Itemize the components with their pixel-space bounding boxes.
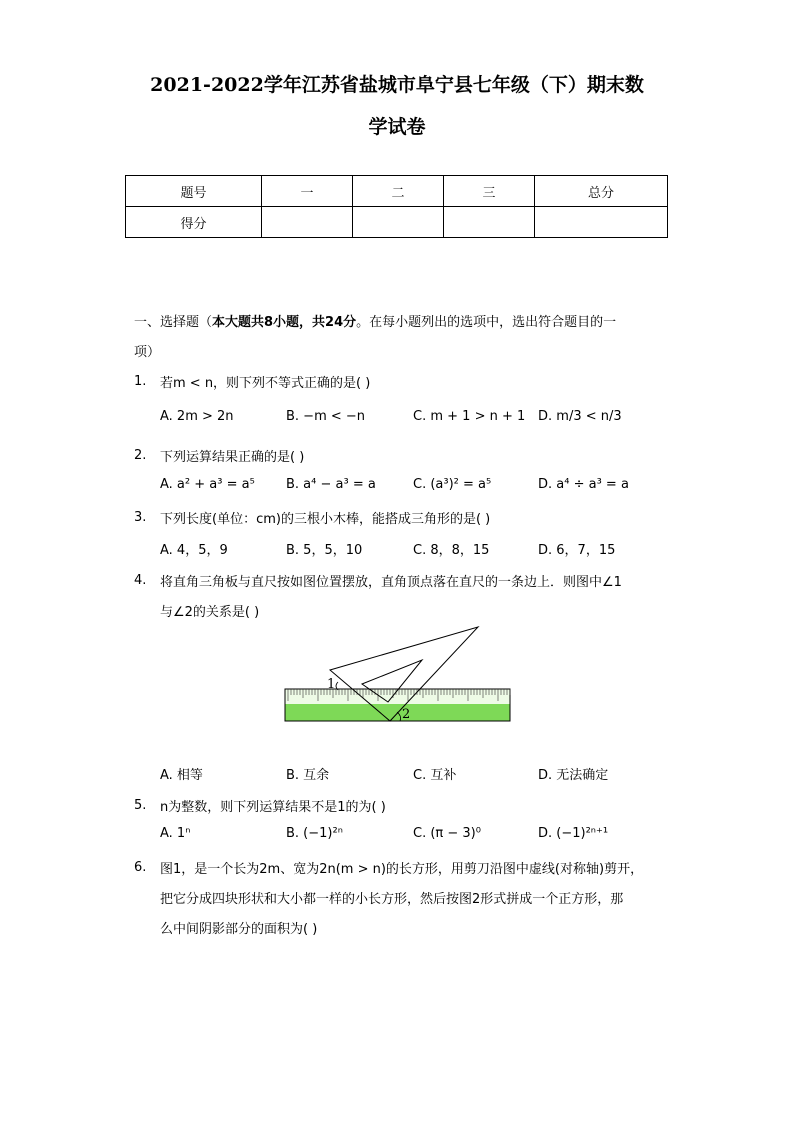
option-c: C. (π − 3)⁰ <box>413 826 481 841</box>
question-number: 3. <box>134 510 147 525</box>
option-c: C. 8，8，15 <box>413 543 490 558</box>
question-stem: n为整数，则下列运算结果不是1的为( ) <box>160 800 386 815</box>
option-a: A. a² + a³ = a⁵ <box>160 477 255 492</box>
question-stem: 若m < n，则下列不等式正确的是( ) <box>160 376 371 391</box>
option-b: B. −m < −n <box>286 409 366 424</box>
question-stem-line2: 与∠2的关系是( ) <box>160 605 260 620</box>
table-cell: 题号 <box>126 176 262 207</box>
table-cell: 三 <box>444 176 535 207</box>
option-d: D. 无法确定 <box>538 768 609 783</box>
question-stem-line2: 把它分成四块形状和大小都一样的小长方形，然后按图2形式拼成一个正方形，那 <box>160 892 624 907</box>
section-label: 一、选择题（ <box>134 315 213 330</box>
ruler-triangle-figure <box>280 622 520 727</box>
table-cell: 总分 <box>535 176 668 207</box>
option-b: B. a⁴ − a³ = a <box>286 477 376 492</box>
question-stem-line1: 将直角三角板与直尺按如图位置摆放，直角顶点落在直尺的一条边上．则图中∠1 <box>160 575 622 590</box>
table-cell <box>444 207 535 238</box>
section-heading <box>134 311 616 330</box>
section-heading-line2: 项） <box>134 345 161 360</box>
question-stem-line1: 图1，是一个长为2m、宽为2n(m > n)的长方形，用剪刀沿图中虚线(对称轴)剪开， <box>160 862 644 877</box>
score-table-score-row <box>126 207 668 238</box>
table-cell <box>353 207 444 238</box>
option-d: D. m/3 < n/3 <box>538 409 622 424</box>
option-a: A. 1ⁿ <box>160 826 191 841</box>
option-c: C. (a³)² = a⁵ <box>413 477 492 492</box>
table-cell <box>262 207 353 238</box>
option-a: A. 2m > 2n <box>160 409 234 424</box>
angle-1-label: 1 <box>327 677 336 692</box>
question-number: 4. <box>134 573 147 588</box>
section-rest: 。在每小题列出的选项中，选出符合题目的一 <box>356 315 617 330</box>
option-a: A. 相等 <box>160 768 203 783</box>
table-cell <box>535 207 668 238</box>
exam-title-line2: 学试卷 <box>368 116 426 138</box>
option-a: A. 4，5，9 <box>160 543 228 558</box>
option-d: D. (−1)²ⁿ⁺¹ <box>538 826 609 841</box>
question-stem: 下列运算结果正确的是( ) <box>160 450 305 465</box>
section-bold: 本大题共8小题，共24分 <box>212 315 357 330</box>
table-cell: 得分 <box>126 207 262 238</box>
question-stem-line3: 么中间阴影部分的面积为( ) <box>160 922 318 937</box>
option-c: C. 互补 <box>413 768 457 783</box>
question-number: 1. <box>134 374 147 389</box>
question-stem: 下列长度(单位：cm)的三根小木棒，能搭成三角形的是( ) <box>160 512 491 527</box>
option-b: B. (−1)²ⁿ <box>286 826 343 841</box>
question-number: 5. <box>134 798 147 813</box>
angle-2-label: 2 <box>402 707 411 722</box>
option-b: B. 互余 <box>286 768 330 783</box>
table-cell: 二 <box>353 176 444 207</box>
score-table <box>125 175 668 238</box>
option-d: D. a⁴ ÷ a³ = a <box>538 477 629 492</box>
exam-title-line1: 2021-2022学年江苏省盐城市阜宁县七年级（下）期末数 <box>150 74 644 96</box>
question-number: 6. <box>134 860 147 875</box>
option-d: D. 6，7，15 <box>538 543 616 558</box>
option-b: B. 5，5，10 <box>286 543 363 558</box>
table-cell: 一 <box>262 176 353 207</box>
option-c: C. m + 1 > n + 1 <box>413 409 526 424</box>
question-number: 2. <box>134 448 147 463</box>
score-table-header-row <box>126 176 668 207</box>
